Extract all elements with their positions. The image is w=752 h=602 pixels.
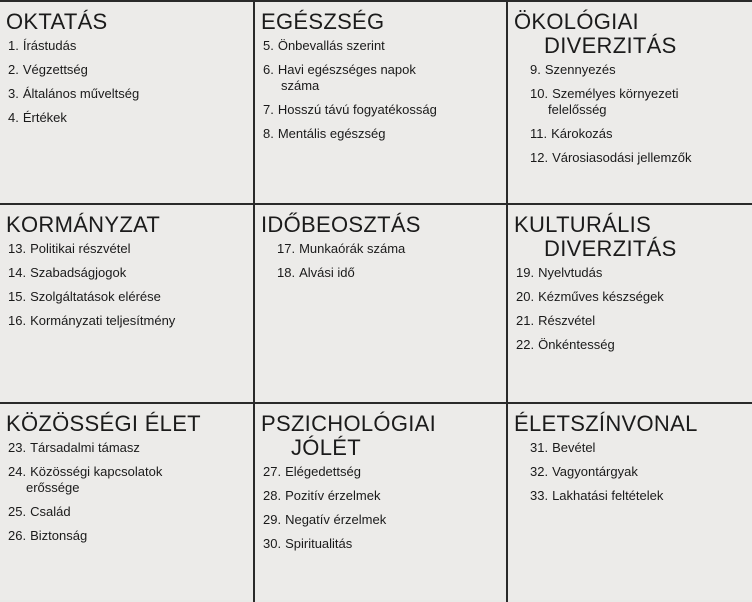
category-title-line1: ÖKOLÓGIAI <box>514 9 639 34</box>
item-number: 15. <box>8 289 27 304</box>
list-item <box>516 337 748 353</box>
item-text: Munkaórák száma <box>299 241 406 256</box>
item-text-continued: felelősség <box>548 102 607 117</box>
list-item <box>516 126 748 142</box>
item-number: 32. <box>530 464 549 479</box>
item-text: Szennyezés <box>544 62 616 77</box>
category-title-line1: PSZICHOLÓGIAI <box>261 411 437 436</box>
list-item <box>263 265 502 281</box>
item-text: Városiasodási jellemzők <box>552 150 692 165</box>
list-item <box>516 265 748 281</box>
category-title <box>514 213 748 261</box>
item-number: 9. <box>530 62 541 77</box>
category-title <box>261 412 502 460</box>
indicator-list <box>514 62 748 166</box>
item-text: Lakhatási feltételek <box>552 488 664 503</box>
item-text: Kézműves készségek <box>538 289 664 304</box>
category-title-line1: EGÉSZSÉG <box>261 9 385 34</box>
item-text: Szabadságjogok <box>30 265 127 280</box>
item-number: 18. <box>277 265 296 280</box>
item-text: Önkéntesség <box>538 337 615 352</box>
item-text: Spiritualitás <box>285 536 353 551</box>
item-text: Negatív érzelmek <box>285 512 387 527</box>
list-item <box>8 464 249 496</box>
category-title <box>261 213 502 237</box>
item-number: 5. <box>263 38 274 53</box>
list-item <box>8 265 249 281</box>
indicator-list <box>514 265 748 353</box>
item-number: 23. <box>8 440 27 455</box>
item-text: Értékek <box>22 110 67 125</box>
item-number: 21. <box>516 313 535 328</box>
category-title-line1: ÉLETSZÍNVONAL <box>514 411 698 436</box>
indicator-list <box>261 38 502 142</box>
list-item <box>8 313 249 329</box>
item-text: Önbevallás szerint <box>277 38 385 53</box>
category-title-line1: KORMÁNYZAT <box>6 212 161 237</box>
item-number: 1. <box>8 38 19 53</box>
list-item <box>263 38 502 54</box>
list-item <box>8 504 249 520</box>
item-number: 22. <box>516 337 535 352</box>
list-item <box>263 464 502 480</box>
item-number: 2. <box>8 62 19 77</box>
item-text: Elégedettség <box>285 464 361 479</box>
item-number: 27. <box>263 464 282 479</box>
list-item <box>8 289 249 305</box>
category-cell-idobeosztas <box>255 205 508 404</box>
list-item <box>516 62 748 78</box>
list-item <box>516 313 748 329</box>
category-title <box>6 412 249 436</box>
category-cell-kozossegi-elet <box>0 404 255 602</box>
indicator-list <box>6 241 249 329</box>
list-item <box>263 488 502 504</box>
item-text: Család <box>30 504 71 519</box>
item-number: 12. <box>530 150 549 165</box>
list-item <box>8 440 249 456</box>
item-number: 33. <box>530 488 549 503</box>
category-title-line1: KÖZÖSSÉGI ÉLET <box>6 411 201 436</box>
list-item <box>263 536 502 552</box>
item-text: Részvétel <box>538 313 596 328</box>
item-number: 17. <box>277 241 296 256</box>
item-text: Vagyontárgyak <box>552 464 638 479</box>
category-title-line1: IDŐBEOSZTÁS <box>261 212 421 237</box>
item-text: Károkozás <box>551 126 613 141</box>
item-text-continued: száma <box>281 78 320 93</box>
item-number: 11. <box>530 126 548 141</box>
item-text: Társadalmi támasz <box>30 440 140 455</box>
list-item <box>8 110 249 126</box>
item-text: Szolgáltatások elérése <box>30 289 161 304</box>
item-text: Bevétel <box>552 440 596 455</box>
item-text: Nyelvtudás <box>538 265 603 280</box>
list-item <box>8 528 249 544</box>
item-text: Alvási idő <box>299 265 355 280</box>
item-text: Pozitív érzelmek <box>285 488 381 503</box>
category-title <box>6 213 249 237</box>
category-title <box>514 10 748 58</box>
item-number: 20. <box>516 289 535 304</box>
category-title-line1: OKTATÁS <box>6 9 108 34</box>
item-text: Havi egészséges napok <box>277 62 416 77</box>
item-text-continued: erőssége <box>26 480 80 495</box>
indicator-list <box>514 440 748 504</box>
indicator-list <box>6 440 249 544</box>
item-text: Biztonság <box>30 528 88 543</box>
item-number: 19. <box>516 265 535 280</box>
list-item <box>8 38 249 54</box>
category-title-line2: DIVERZITÁS <box>544 236 677 261</box>
item-number: 16. <box>8 313 27 328</box>
category-cell-eletszinvonal <box>508 404 752 602</box>
item-number: 4. <box>8 110 19 125</box>
category-title-line2: JÓLÉT <box>291 435 361 460</box>
item-number: 30. <box>263 536 282 551</box>
list-item <box>8 241 249 257</box>
list-item <box>263 512 502 528</box>
indicator-list <box>6 38 249 126</box>
category-title-line1: KULTURÁLIS <box>514 212 652 237</box>
item-text: Közösségi kapcsolatok <box>30 464 163 479</box>
category-title <box>261 10 502 34</box>
item-number: 8. <box>263 126 274 141</box>
item-text: Kormányzati teljesítmény <box>30 313 176 328</box>
category-cell-oktatas <box>0 2 255 205</box>
list-item <box>263 126 502 142</box>
list-item <box>263 102 502 118</box>
indicator-list <box>261 464 502 552</box>
item-number: 10. <box>530 86 549 101</box>
item-number: 31. <box>530 440 549 455</box>
category-title <box>6 10 249 34</box>
item-text: Személyes környezeti <box>552 86 679 101</box>
list-item <box>516 150 748 166</box>
item-number: 3. <box>8 86 19 101</box>
list-item <box>516 440 748 456</box>
category-cell-egeszseg <box>255 2 508 205</box>
item-number: 25. <box>8 504 27 519</box>
item-number: 26. <box>8 528 27 543</box>
item-text: Hosszú távú fogyatékosság <box>277 102 437 117</box>
item-number: 7. <box>263 102 274 117</box>
category-cell-pszichologiai-jolet <box>255 404 508 602</box>
list-item <box>263 62 502 94</box>
item-text: Általános műveltség <box>22 86 140 101</box>
item-text: Végzettség <box>22 62 88 77</box>
category-cell-okologiai-diverzitas <box>508 2 752 205</box>
item-number: 14. <box>8 265 27 280</box>
item-number: 24. <box>8 464 27 479</box>
item-number: 6. <box>263 62 274 77</box>
item-number: 13. <box>8 241 27 256</box>
list-item <box>516 488 748 504</box>
item-text: Írástudás <box>22 38 77 53</box>
category-title <box>514 412 748 436</box>
list-item <box>516 289 748 305</box>
list-item <box>8 62 249 78</box>
category-cell-kulturalis-diverzitas <box>508 205 752 404</box>
indicator-list <box>261 241 502 281</box>
list-item <box>8 86 249 102</box>
list-item <box>516 86 748 118</box>
item-number: 28. <box>263 488 282 503</box>
category-cell-kormanyzat <box>0 205 255 404</box>
item-text: Politikai részvétel <box>30 241 131 256</box>
item-text: Mentális egészség <box>277 126 386 141</box>
category-title-line2: DIVERZITÁS <box>544 33 677 58</box>
item-number: 29. <box>263 512 282 527</box>
list-item <box>263 241 502 257</box>
list-item <box>516 464 748 480</box>
